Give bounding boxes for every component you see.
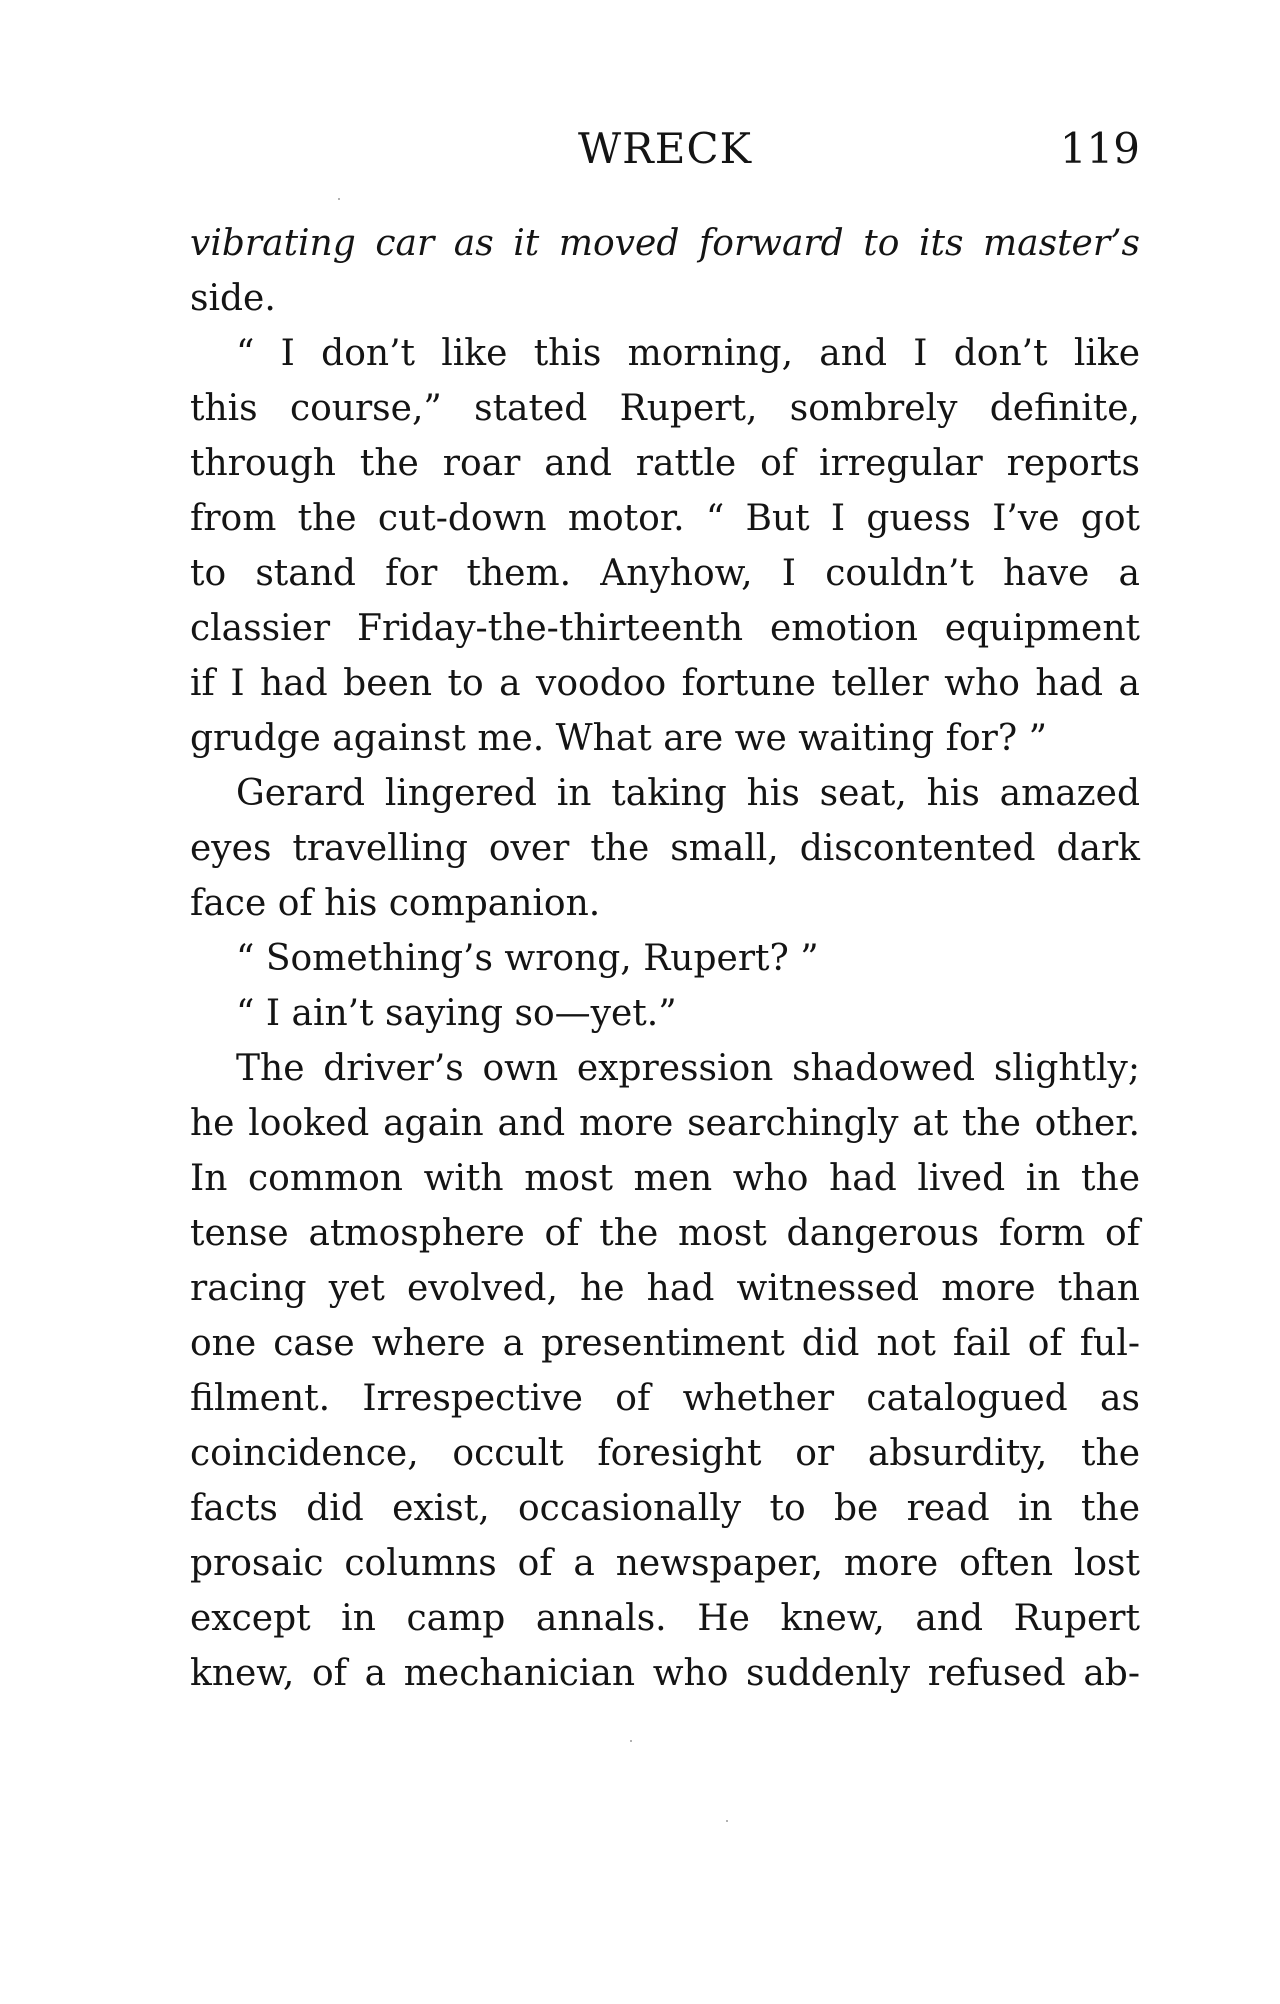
text-line: filment. Irrespective of whether catalogued as bbox=[190, 1378, 1140, 1419]
page-number: 119 bbox=[1059, 124, 1140, 173]
text-line: Gerard lingered in taking his seat, his amazed bbox=[236, 773, 1140, 814]
text-line: he looked again and more searchingly at the other. bbox=[190, 1103, 1140, 1144]
body-text bbox=[190, 216, 1140, 1701]
text-line: one case where a presentiment did not fail of ful- bbox=[190, 1323, 1140, 1364]
text-line: coincidence, occult foresight or absurdity, the bbox=[190, 1433, 1140, 1474]
paper-speck bbox=[630, 1740, 632, 1742]
text-line: if I had been to a voodoo fortune teller who had a bbox=[190, 663, 1140, 704]
text-line: knew, of a mechanician who suddenly refused ab- bbox=[190, 1653, 1140, 1694]
text-line: side. bbox=[190, 278, 276, 319]
text-line: “ Something’s wrong, Rupert? ” bbox=[236, 938, 819, 979]
text-line: through the roar and rattle of irregular reports bbox=[190, 443, 1140, 484]
text-line: this course,” stated Rupert, sombrely definite, bbox=[190, 388, 1140, 429]
text-line: tense atmosphere of the most dangerous form of bbox=[190, 1213, 1140, 1254]
text-line: “ I don’t like this morning, and I don’t like bbox=[236, 333, 1140, 374]
text-line: prosaic columns of a newspaper, more often lost bbox=[190, 1543, 1140, 1584]
chapter-title: WRECK bbox=[578, 124, 752, 173]
text-line: facts did exist, occasionally to be read in the bbox=[190, 1488, 1140, 1529]
text-line: classier Friday-the-thirteenth emotion equipment bbox=[190, 608, 1140, 649]
paper-speck bbox=[338, 198, 340, 200]
text-line: face of his companion. bbox=[190, 883, 601, 924]
text-line: vibrating car as it moved forward to its master’s bbox=[190, 223, 1140, 264]
running-head bbox=[190, 118, 1140, 178]
text-line: to stand for them. Anyhow, I couldn’t have a bbox=[190, 553, 1140, 594]
text-line: racing yet evolved, he had witnessed more than bbox=[190, 1268, 1140, 1309]
text-line: eyes travelling over the small, discontented dark bbox=[190, 828, 1140, 869]
text-line: grudge against me. What are we waiting for? ” bbox=[190, 718, 1048, 759]
text-line: In common with most men who had lived in the bbox=[190, 1158, 1140, 1199]
text-line: The driver’s own expression shadowed slightly; bbox=[236, 1048, 1140, 1089]
paper-speck bbox=[726, 1820, 728, 1822]
text-line: except in camp annals. He knew, and Rupert bbox=[190, 1598, 1140, 1639]
text-line: “ I ain’t saying so—yet.” bbox=[236, 993, 677, 1034]
text-line: from the cut-down motor. “ But I guess I’ve got bbox=[190, 498, 1140, 539]
